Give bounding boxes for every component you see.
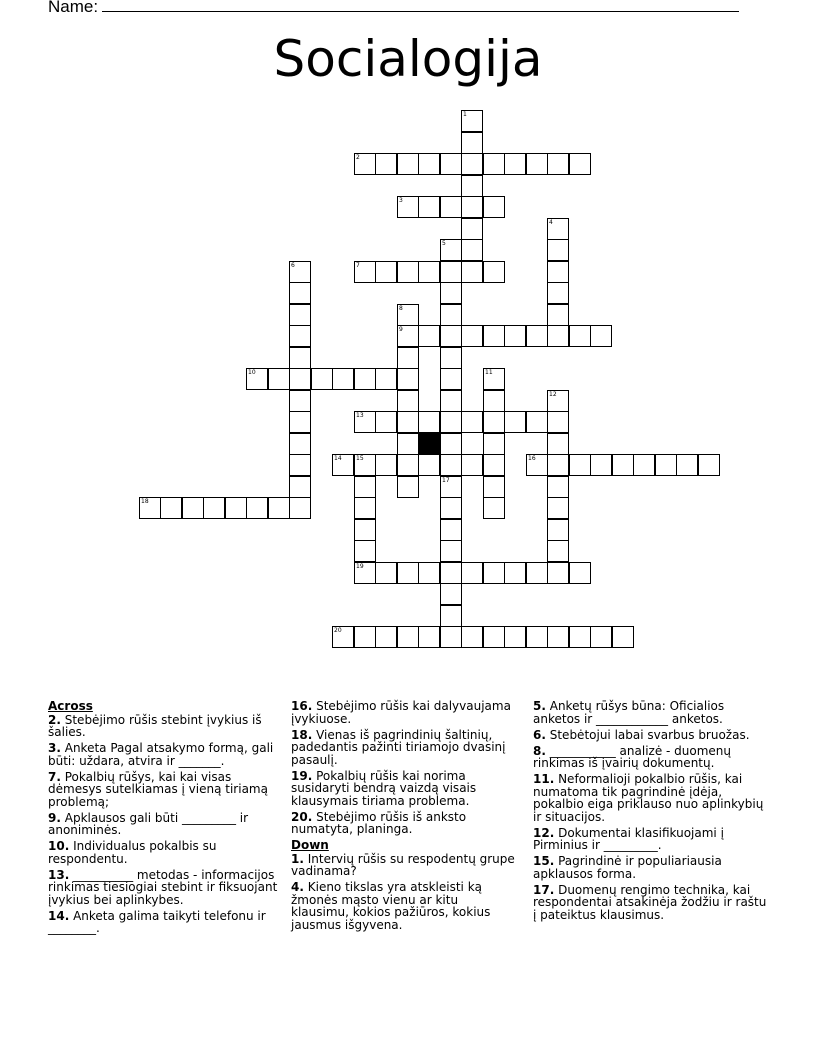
clue-text: Pokalbių rūšys, kai kai visas dėmesys sutelkiamas į vieną tiriamą problemą; bbox=[48, 769, 268, 809]
grid-cell[interactable] bbox=[461, 175, 483, 197]
grid-cell[interactable] bbox=[483, 411, 505, 433]
grid-cell[interactable] bbox=[182, 497, 204, 519]
grid-cell[interactable] bbox=[547, 540, 569, 562]
clue-text: Individualus pokalbis su respondentu. bbox=[48, 839, 217, 866]
across-clue bbox=[48, 771, 278, 809]
grid-cell[interactable] bbox=[289, 476, 311, 498]
clue-number: 17. bbox=[533, 882, 555, 897]
grid-cell[interactable] bbox=[289, 454, 311, 476]
grid-cell[interactable] bbox=[397, 325, 419, 347]
cell-number: 10 bbox=[248, 369, 256, 376]
grid-cell[interactable] bbox=[655, 454, 677, 476]
cell-number: 6 bbox=[291, 262, 295, 269]
down-header: Down bbox=[291, 838, 329, 852]
grid-cell[interactable] bbox=[440, 153, 462, 175]
grid-cell[interactable] bbox=[547, 282, 569, 304]
clue-number: 11. bbox=[533, 772, 555, 786]
grid-cell[interactable] bbox=[461, 218, 483, 240]
grid-cell[interactable] bbox=[440, 454, 462, 476]
across-clue bbox=[48, 869, 278, 907]
cell-number: 15 bbox=[356, 455, 364, 462]
grid-cell[interactable] bbox=[526, 411, 548, 433]
clue-number: 2. bbox=[48, 712, 61, 727]
grid-cell[interactable] bbox=[289, 347, 311, 369]
grid-cell[interactable] bbox=[440, 304, 462, 326]
grid-cell[interactable] bbox=[246, 368, 268, 390]
grid-cell[interactable] bbox=[612, 626, 634, 648]
down-clue bbox=[291, 853, 516, 878]
clue-number: 1. bbox=[291, 851, 304, 866]
grid-cell[interactable] bbox=[440, 282, 462, 304]
grid-cell[interactable] bbox=[375, 153, 397, 175]
grid-cell[interactable] bbox=[397, 304, 419, 326]
clue-number: 4. bbox=[291, 880, 304, 894]
cell-number: 4 bbox=[549, 219, 553, 226]
grid-cell[interactable] bbox=[289, 433, 311, 455]
grid-cell[interactable] bbox=[397, 562, 419, 584]
grid-cell[interactable] bbox=[203, 497, 225, 519]
grid-cell[interactable] bbox=[289, 368, 311, 390]
down-clue bbox=[533, 827, 768, 852]
grid-cell[interactable] bbox=[676, 454, 698, 476]
grid-cell[interactable] bbox=[440, 583, 462, 605]
grid-cell[interactable] bbox=[354, 454, 376, 476]
grid-cell[interactable] bbox=[332, 454, 354, 476]
grid-cell[interactable] bbox=[461, 110, 483, 132]
grid-cell[interactable] bbox=[547, 153, 569, 175]
grid-cell[interactable] bbox=[397, 433, 419, 455]
grid-cell[interactable] bbox=[504, 626, 526, 648]
page-title: Socialogija bbox=[273, 30, 543, 88]
grid-cell[interactable] bbox=[569, 153, 591, 175]
grid-cell[interactable] bbox=[289, 282, 311, 304]
grid-cell[interactable] bbox=[354, 261, 376, 283]
clue-text: Pokalbių rūšis kai norima susidaryti bendrą vaizdą visais klausymais tiriama problema. bbox=[291, 768, 477, 808]
clue-text: Stebėjimo rūšis kai dalyvaujama įvykiuose. bbox=[291, 699, 511, 726]
grid-cell[interactable] bbox=[375, 261, 397, 283]
grid-cell[interactable] bbox=[354, 540, 376, 562]
cell-number: 17 bbox=[442, 477, 450, 484]
across-header: Across bbox=[48, 699, 93, 713]
grid-cell[interactable] bbox=[569, 325, 591, 347]
grid-cell[interactable] bbox=[397, 411, 419, 433]
grid-cell[interactable] bbox=[354, 562, 376, 584]
cell-number: 11 bbox=[485, 369, 493, 376]
clues-column-1 bbox=[48, 700, 278, 938]
grid-cell[interactable] bbox=[461, 261, 483, 283]
grid-cell[interactable] bbox=[440, 196, 462, 218]
grid-cell[interactable] bbox=[418, 153, 440, 175]
cell-number: 1 bbox=[463, 111, 467, 118]
grid-cell[interactable] bbox=[440, 261, 462, 283]
clue-text: ___________ analizė - duomenų rinkimas iš įvairių dokumentų. bbox=[533, 743, 732, 770]
clue-text: Dokumentai klasifikuojami į Pirminius ir _________. bbox=[533, 825, 724, 852]
down-clue bbox=[533, 729, 768, 742]
grid-cell[interactable] bbox=[547, 476, 569, 498]
grid-cell[interactable] bbox=[483, 562, 505, 584]
grid-cell[interactable] bbox=[418, 562, 440, 584]
grid-cell[interactable] bbox=[483, 261, 505, 283]
grid-cell[interactable] bbox=[461, 132, 483, 154]
cell-number: 2 bbox=[356, 154, 360, 161]
cell-number: 18 bbox=[141, 498, 149, 505]
grid-cell[interactable] bbox=[547, 239, 569, 261]
grid-cell[interactable] bbox=[440, 347, 462, 369]
grid-cell[interactable] bbox=[440, 325, 462, 347]
grid-cell[interactable] bbox=[440, 390, 462, 412]
clue-text: Stebėjimo rūšis stebint įvykius iš šalies. bbox=[48, 712, 262, 739]
grid-cell[interactable] bbox=[332, 626, 354, 648]
clues-column-3 bbox=[533, 700, 768, 925]
grid-cell[interactable] bbox=[289, 304, 311, 326]
across-clue bbox=[48, 840, 278, 865]
grid-cell[interactable] bbox=[547, 325, 569, 347]
grid-cell[interactable] bbox=[547, 626, 569, 648]
grid-cell[interactable] bbox=[547, 411, 569, 433]
cell-number: 7 bbox=[356, 262, 360, 269]
grid-cell[interactable] bbox=[418, 626, 440, 648]
cell-number: 14 bbox=[334, 455, 342, 462]
grid-cell[interactable] bbox=[375, 454, 397, 476]
clue-text: Duomenų rengimo technika, kai respondentai atsakinėja žodžiu ir raštu į pateiktus klausimus. bbox=[533, 882, 767, 922]
clue-text: Stebėjimo rūšis iš anksto numatyta, planinga. bbox=[291, 809, 467, 836]
grid-cell[interactable] bbox=[547, 562, 569, 584]
grid-cell[interactable] bbox=[354, 411, 376, 433]
grid-cell[interactable] bbox=[354, 368, 376, 390]
grid-cell[interactable] bbox=[461, 626, 483, 648]
grid-cell[interactable] bbox=[483, 626, 505, 648]
grid-cell[interactable] bbox=[375, 411, 397, 433]
clue-text: Anketa Pagal atsakymo formą, gali būti: uždara, atvira ir _______. bbox=[48, 741, 274, 768]
grid-cell[interactable] bbox=[547, 433, 569, 455]
grid-cell[interactable] bbox=[698, 454, 720, 476]
grid-cell[interactable] bbox=[332, 368, 354, 390]
grid-cell[interactable] bbox=[397, 153, 419, 175]
grid-cell[interactable] bbox=[633, 454, 655, 476]
grid-cell[interactable] bbox=[289, 411, 311, 433]
grid-cell[interactable] bbox=[354, 153, 376, 175]
grid-cell[interactable] bbox=[440, 497, 462, 519]
clue-text: Pagrindinė ir populiariausia apklausos forma. bbox=[533, 854, 722, 881]
across-clue bbox=[48, 742, 278, 767]
grid-cell[interactable] bbox=[160, 497, 182, 519]
grid-cell[interactable] bbox=[440, 411, 462, 433]
grid-cell[interactable] bbox=[418, 196, 440, 218]
clue-number: 19. bbox=[291, 768, 313, 783]
grid-cell[interactable] bbox=[440, 605, 462, 627]
grid-cell[interactable] bbox=[547, 454, 569, 476]
clue-text: Vienas iš pagrindinių šaltinių, padedantis pažinti tiriamojo dvasinį pasaulį. bbox=[291, 727, 506, 767]
grid-cell[interactable] bbox=[483, 454, 505, 476]
across-clue bbox=[291, 811, 516, 836]
down-clue bbox=[533, 773, 768, 823]
grid-cell[interactable] bbox=[590, 325, 612, 347]
grid-cell[interactable] bbox=[311, 368, 333, 390]
grid-cell[interactable] bbox=[268, 368, 290, 390]
grid-cell[interactable] bbox=[461, 562, 483, 584]
grid-cell[interactable] bbox=[504, 153, 526, 175]
grid-cell[interactable] bbox=[397, 347, 419, 369]
clue-text: __________ metodas - informacijos rinkimas tiesiogiai stebint ir fiksuojant įvykius bei aplinkybes. bbox=[48, 867, 278, 907]
grid-cell[interactable] bbox=[461, 196, 483, 218]
grid-cell[interactable] bbox=[569, 626, 591, 648]
grid-cell[interactable] bbox=[483, 390, 505, 412]
black-cell bbox=[418, 433, 440, 455]
down-clue bbox=[533, 855, 768, 880]
grid-cell[interactable] bbox=[483, 497, 505, 519]
grid-cell[interactable] bbox=[504, 325, 526, 347]
grid-cell[interactable] bbox=[354, 476, 376, 498]
grid-cell[interactable] bbox=[483, 325, 505, 347]
cell-number: 16 bbox=[528, 455, 536, 462]
grid-cell[interactable] bbox=[354, 626, 376, 648]
grid-cell[interactable] bbox=[354, 497, 376, 519]
grid-cell[interactable] bbox=[397, 261, 419, 283]
grid-cell[interactable] bbox=[440, 239, 462, 261]
grid-cell[interactable] bbox=[461, 153, 483, 175]
grid-cell[interactable] bbox=[289, 261, 311, 283]
grid-cell[interactable] bbox=[440, 368, 462, 390]
clue-number: 12. bbox=[533, 825, 555, 840]
cell-number: 9 bbox=[399, 326, 403, 333]
grid-cell[interactable] bbox=[547, 497, 569, 519]
grid-cell[interactable] bbox=[590, 454, 612, 476]
cell-number: 8 bbox=[399, 305, 403, 312]
clues-column-2 bbox=[291, 700, 516, 935]
grid-cell[interactable] bbox=[547, 261, 569, 283]
cell-number: 12 bbox=[549, 391, 557, 398]
across-clue bbox=[291, 770, 516, 808]
clue-number: 8. bbox=[533, 743, 546, 758]
down-clue bbox=[533, 745, 768, 770]
grid-cell[interactable] bbox=[461, 325, 483, 347]
grid-cell[interactable] bbox=[375, 368, 397, 390]
grid-cell[interactable] bbox=[547, 304, 569, 326]
grid-cell[interactable] bbox=[268, 497, 290, 519]
grid-cell[interactable] bbox=[397, 196, 419, 218]
down-clue bbox=[533, 884, 768, 922]
grid-cell[interactable] bbox=[397, 454, 419, 476]
grid-cell[interactable] bbox=[526, 153, 548, 175]
grid-cell[interactable] bbox=[483, 433, 505, 455]
across-clue bbox=[48, 812, 278, 837]
grid-cell[interactable] bbox=[461, 411, 483, 433]
clue-text: Apklausos gali būti _________ ir anoniminės. bbox=[48, 810, 249, 837]
grid-cell[interactable] bbox=[483, 153, 505, 175]
grid-cell[interactable] bbox=[289, 390, 311, 412]
grid-cell[interactable] bbox=[397, 626, 419, 648]
grid-cell[interactable] bbox=[590, 626, 612, 648]
grid-cell[interactable] bbox=[483, 368, 505, 390]
grid-cell[interactable] bbox=[440, 562, 462, 584]
grid-cell[interactable] bbox=[526, 454, 548, 476]
down-clue bbox=[291, 881, 516, 931]
grid-cell[interactable] bbox=[483, 196, 505, 218]
across-clue bbox=[291, 729, 516, 767]
grid-cell[interactable] bbox=[289, 497, 311, 519]
down-clue bbox=[533, 700, 768, 725]
grid-cell[interactable] bbox=[354, 519, 376, 541]
grid-cell[interactable] bbox=[461, 239, 483, 261]
grid-cell[interactable] bbox=[375, 562, 397, 584]
grid-cell[interactable] bbox=[612, 454, 634, 476]
grid-cell[interactable] bbox=[397, 368, 419, 390]
grid-cell[interactable] bbox=[397, 476, 419, 498]
clue-number: 10. bbox=[48, 839, 70, 853]
grid-cell[interactable] bbox=[547, 390, 569, 412]
grid-cell[interactable] bbox=[418, 261, 440, 283]
name-label: Name: bbox=[48, 0, 99, 16]
grid-cell[interactable] bbox=[418, 454, 440, 476]
across-clue bbox=[48, 910, 278, 935]
cell-number: 13 bbox=[356, 412, 364, 419]
grid-cell[interactable] bbox=[547, 218, 569, 240]
clue-number: 15. bbox=[533, 854, 555, 868]
grid-cell[interactable] bbox=[139, 497, 161, 519]
cell-number: 20 bbox=[334, 627, 342, 634]
clue-number: 9. bbox=[48, 810, 61, 825]
clue-text: Neformalioji pokalbio rūšis, kai numatoma tik pagrindinė įdėja, pokalbio eiga priklauso nuo aplinkybių ir situacijos. bbox=[533, 772, 764, 824]
clue-text: Anketų rūšys būna: Oficialios anketos ir ____________ anketos. bbox=[533, 699, 725, 726]
grid-cell[interactable] bbox=[246, 497, 268, 519]
cell-number: 5 bbox=[442, 240, 446, 247]
clue-text: Anketa galima taikyti telefonu ir ________. bbox=[48, 908, 266, 935]
grid-cell[interactable] bbox=[225, 497, 247, 519]
grid-cell[interactable] bbox=[461, 454, 483, 476]
grid-cell[interactable] bbox=[440, 476, 462, 498]
grid-cell[interactable] bbox=[418, 325, 440, 347]
grid-cell[interactable] bbox=[440, 433, 462, 455]
clue-number: 13. bbox=[48, 867, 70, 882]
clue-text: Intervių rūšis su respodentų grupe vadinama? bbox=[291, 851, 515, 878]
clue-number: 14. bbox=[48, 908, 70, 923]
clue-text: Stebėtojui labai svarbus bruožas. bbox=[545, 727, 750, 742]
grid-cell[interactable] bbox=[526, 562, 548, 584]
grid-cell[interactable] bbox=[569, 562, 591, 584]
clue-number: 6. bbox=[533, 727, 546, 742]
grid-cell[interactable] bbox=[504, 411, 526, 433]
clue-number: 16. bbox=[291, 699, 313, 713]
grid-cell[interactable] bbox=[440, 540, 462, 562]
grid-cell[interactable] bbox=[504, 562, 526, 584]
clue-number: 3. bbox=[48, 741, 61, 755]
across-clue bbox=[48, 714, 278, 739]
grid-cell[interactable] bbox=[483, 476, 505, 498]
grid-cell[interactable] bbox=[440, 519, 462, 541]
grid-cell[interactable] bbox=[418, 411, 440, 433]
grid-cell[interactable] bbox=[397, 390, 419, 412]
clue-number: 20. bbox=[291, 809, 313, 824]
grid-cell[interactable] bbox=[440, 626, 462, 648]
clue-text: Kieno tikslas yra atskleisti ką žmonės mąsto vienu ar kitu klausimu, kokios pažiūros, kokius jausmus išgyvena. bbox=[291, 880, 491, 932]
clue-number: 18. bbox=[291, 727, 313, 742]
across-clue bbox=[291, 700, 516, 725]
clue-number: 7. bbox=[48, 769, 61, 784]
cell-number: 3 bbox=[399, 197, 403, 204]
grid-cell[interactable] bbox=[289, 325, 311, 347]
grid-cell[interactable] bbox=[375, 626, 397, 648]
grid-cell[interactable] bbox=[547, 519, 569, 541]
clue-number: 5. bbox=[533, 699, 546, 713]
grid-cell[interactable] bbox=[526, 325, 548, 347]
grid-cell[interactable] bbox=[569, 454, 591, 476]
grid-cell[interactable] bbox=[526, 626, 548, 648]
cell-number: 19 bbox=[356, 563, 364, 570]
